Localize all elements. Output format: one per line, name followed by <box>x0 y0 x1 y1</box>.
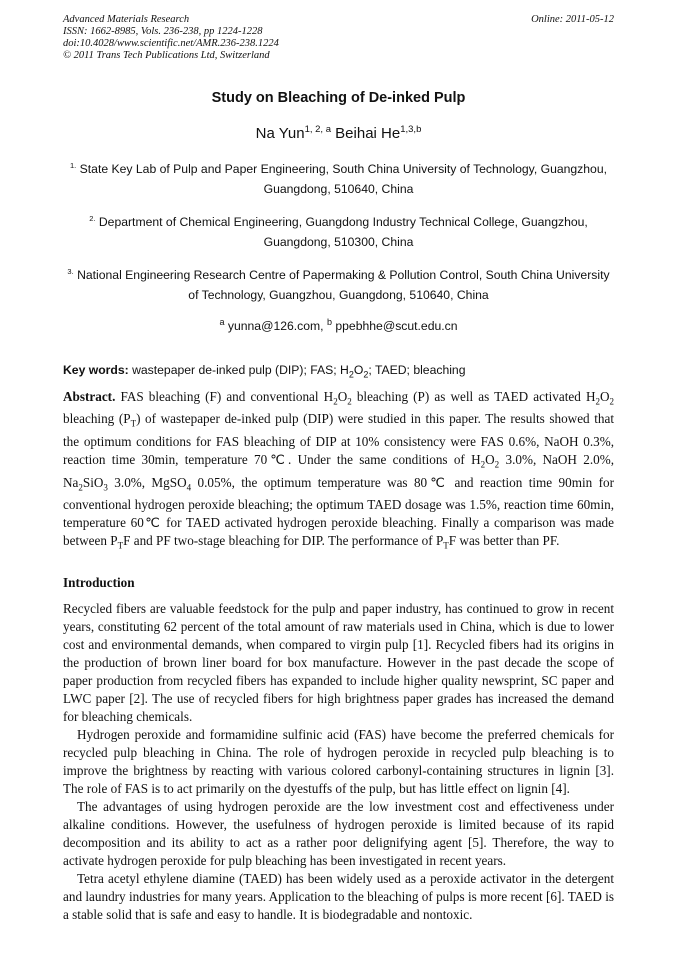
subscript: 2 <box>595 396 600 407</box>
keywords-text: wastepaper de-inked pulp (DIP); FAS; H <box>132 363 349 378</box>
email-address[interactable]: ppebhhe@scut.edu.cn <box>335 319 458 334</box>
intro-paragraph-3: The advantages of using hydrogen peroxide are the low investment cost and effectiveness under alkaline conditions. However, the usefulness of hydrogen peroxide is limited because of its rapid decomposition and its ability to act as a rather poor delignifying agent [5]. Therefore, the way to activate hydrogen peroxide for pulp bleaching has been investigated in recent years. <box>63 798 614 868</box>
intro-paragraph-1: Recycled fibers are valuable feedstock for the pulp and paper industry, has continued to grow in recent years, constituting 62 percent of the total amount of raw materials used in China, which is due to lower cost and environmental demands, when compared to virgin pulp [1]. Recycled fibers had its origins in the production of brown liner board for box manufacture. However in the past decade the scope of paper production from recycled fibers has expanded to include higher quality newsprint, SC paper and LWC paper [2]. The use of recycled fibers for high brightness paper grades has increased the demand for bleaching chemicals. <box>63 600 614 724</box>
doi-line: doi:10.4028/www.scientific.net/AMR.236-238.1224 <box>63 38 279 49</box>
abstract-text: 3.0%, MgSO <box>114 474 187 490</box>
subscript: 2 <box>363 369 369 380</box>
abstract-text: F was better than PF. <box>448 533 560 549</box>
issn-line: ISSN: 1662-8985, Vols. 236-238, pp 1224-1228 <box>63 26 263 37</box>
author-name: Na Yun <box>255 125 305 142</box>
author-line <box>63 124 614 142</box>
abstract-text: O <box>485 451 495 467</box>
abstract-label: Abstract. <box>63 388 116 404</box>
keywords <box>63 363 614 379</box>
subscript: 2 <box>480 459 486 470</box>
email-line <box>63 317 614 333</box>
abstract <box>63 388 614 555</box>
affiliation-1 <box>63 156 614 199</box>
abstract-text: SiO <box>82 474 104 490</box>
subscript: 2 <box>494 459 500 470</box>
subscript: 3 <box>103 482 108 493</box>
abstract-text: F and PF two-stage bleaching for DIP. The performance of P <box>123 533 444 549</box>
subscript: 2 <box>78 482 83 493</box>
intro-paragraph-4: Tetra acetyl ethylene diamine (TAED) has been widely used as a peroxide activator in the detergent and laundry industries for many years. Application to the bleaching of pulps is more recent [6]. TAED is a stable solid that is safe and easy to handle. It is biodegradable and nontoxic. <box>63 870 614 922</box>
abstract-text: O <box>599 388 610 404</box>
affiliation-2 <box>63 209 614 252</box>
subscript: 4 <box>186 482 192 493</box>
abstract-text: 0.05%, the optimum temperature was 80℃ and reaction time 90min for conventional hydrogen peroxide bleaching; the optimum TAED dosage was 1.5%, reaction time 60min, temperature 60℃ for TAED activated hydrogen peroxide bleaching. Finally a comparison was made between P <box>63 474 614 549</box>
affiliation-text: Department of Chemical Engineering, Guangdong Industry Technical College, Guangzhou, Guangdong, 510300, China <box>98 215 588 250</box>
abstract-text: ) of wastepaper de-inked pulp (DIP) were studied in this paper. The results showed that the optimum conditions for FAS bleaching of DIP at 10% consistency were FAS 0.6%, NaOH 0.3%, reaction time 30min, temperature 70℃. Under the same conditions of H <box>63 411 614 467</box>
journal-header <box>63 14 614 62</box>
affiliation-text: State Key Lab of Pulp and Paper Engineering, South China University of Technology, Guangzhou, Guangdong, 510640, China <box>79 162 607 197</box>
online-date: Online: 2011-05-12 <box>531 14 614 25</box>
abstract-text: O <box>337 388 348 404</box>
journal-name: Advanced Materials Research <box>63 14 190 25</box>
subscript: T <box>117 540 124 551</box>
paper-page <box>63 14 614 924</box>
affiliation-number: 3. <box>67 267 74 277</box>
author-affiliation-mark: 1,3,b <box>400 124 422 135</box>
paper-title: Study on Bleaching of De-inked Pulp <box>211 90 466 106</box>
abstract-text: bleaching (P <box>63 411 131 427</box>
subscript: T <box>443 540 449 551</box>
subscript: 2 <box>347 396 352 407</box>
abstract-text: FAS bleaching (F) and conventional H <box>120 388 334 404</box>
subscript: 2 <box>333 396 338 407</box>
subscript: T <box>130 418 137 429</box>
author-name: Beihai He <box>335 125 401 142</box>
author-affiliation-mark: 1, 2, a <box>304 124 331 135</box>
abstract-text: bleaching (P) as well as TAED activated H <box>356 388 596 404</box>
affiliation-text: National Engineering Research Centre of Papermaking & Pollution Control, South China University of Technology, Guangzhou, Guangdong, 510640, China <box>77 268 610 303</box>
abstract-text: 3.0%, NaOH 2.0%, Na <box>63 451 614 490</box>
affiliation-3 <box>63 262 614 305</box>
subscript: 2 <box>348 369 354 380</box>
keywords-text: O <box>353 363 364 378</box>
email-mark: b <box>326 317 332 328</box>
affiliation-number: 1. <box>70 161 77 170</box>
subscript: 2 <box>609 396 614 407</box>
keywords-text: ; TAED; bleaching <box>368 363 466 378</box>
email-mark: a <box>219 317 225 328</box>
copyright-line: © 2011 Trans Tech Publications Ltd, Switzerland <box>63 50 270 61</box>
email-address[interactable]: yunna@126.com, <box>227 319 324 334</box>
keywords-label: Key words: <box>63 363 129 378</box>
section-heading-introduction: Introduction <box>63 574 135 590</box>
affiliation-number: 2. <box>89 214 96 224</box>
intro-paragraph-2: Hydrogen peroxide and formamidine sulfinic acid (FAS) have become the preferred chemicals for recycled pulp bleaching in China. The role of hydrogen peroxide in recycled pulp bleaching is to improve the brightness by reacting with various colored carbonyl-containing structures in lignin [3]. The role of FAS is to act primarily on the dyestuffs of the pulp, but has little effect on lignin [4]. <box>63 726 614 796</box>
